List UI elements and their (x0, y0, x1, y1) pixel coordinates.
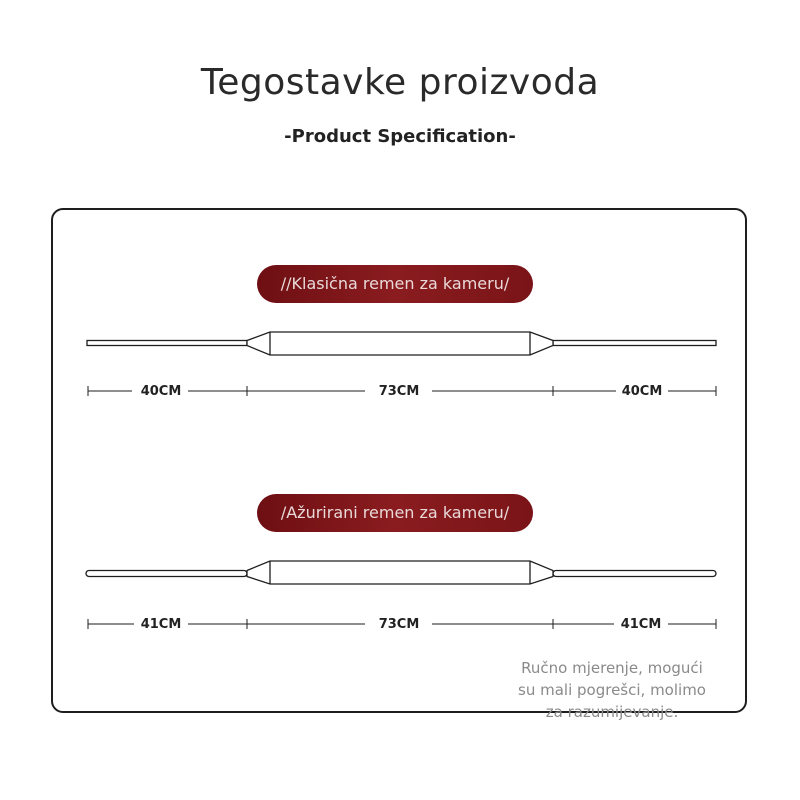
page-subtitle: -Product Specification- (284, 126, 516, 147)
updated-strap-pad (247, 561, 553, 584)
classic-left-length: 40CM (140, 384, 182, 399)
updated-strap-right-cord (553, 571, 716, 577)
updated-middle-length: 73CM (378, 617, 420, 632)
page-title: Tegostavke proizvoda (200, 62, 600, 103)
classic-strap-drawing (87, 332, 716, 355)
note-line: za razumijevanje. (545, 703, 679, 721)
classic-right-length: 40CM (621, 384, 663, 399)
note-line: su mali pogrešci, molimo (518, 681, 706, 699)
updated-strap-drawing (86, 561, 716, 584)
updated-right-length: 41CM (620, 617, 662, 632)
classic-strap-pad (247, 332, 553, 355)
updated-strap-left-cord (86, 571, 247, 577)
classic-strap-left-cord (87, 341, 247, 346)
note-line: Ručno mjerenje, mogući (521, 659, 703, 677)
updated-strap-label: /Ažurirani remen za kameru/ (257, 494, 533, 532)
measurement-note (490, 657, 734, 723)
updated-left-length: 41CM (140, 617, 182, 632)
classic-middle-length: 73CM (378, 384, 420, 399)
classic-strap-right-cord (553, 341, 716, 346)
classic-strap-label: //Klasična remen za kameru/ (257, 265, 533, 303)
